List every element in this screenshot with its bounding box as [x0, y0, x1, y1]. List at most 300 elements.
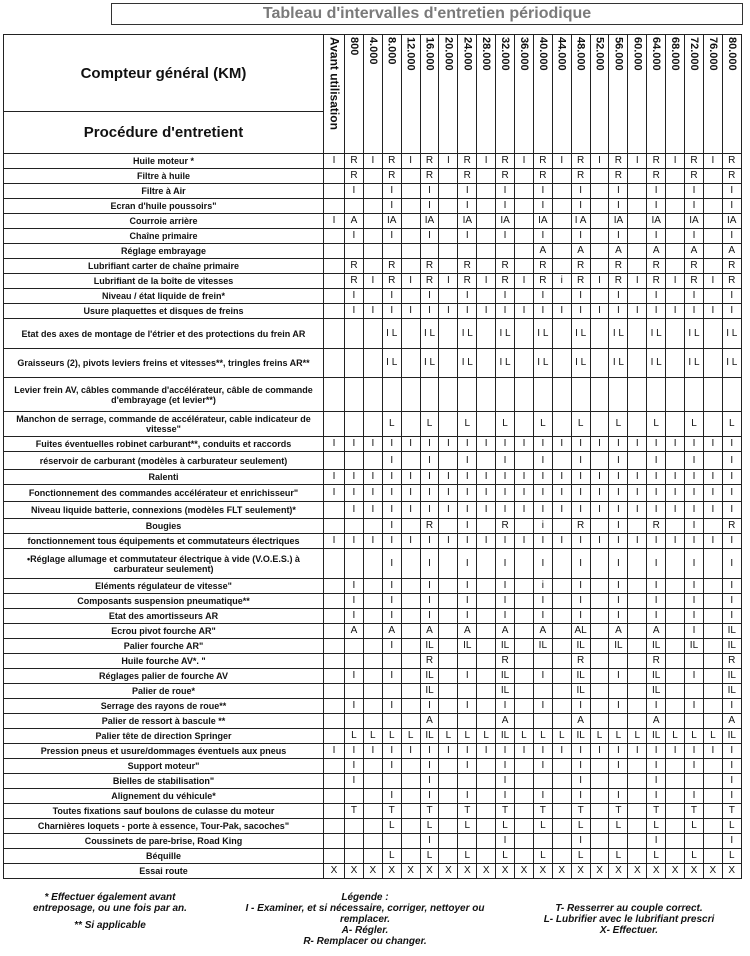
interval-cell: I	[345, 437, 364, 452]
interval-cell	[401, 452, 420, 470]
interval-cell	[666, 654, 685, 669]
interval-cell: I	[609, 502, 628, 519]
interval-cell: I	[552, 304, 571, 319]
interval-cell	[571, 378, 590, 412]
interval-cell	[666, 714, 685, 729]
interval-cell	[363, 624, 382, 639]
interval-cell: I	[477, 502, 496, 519]
interval-cell: L	[477, 729, 496, 744]
interval-cell	[363, 819, 382, 834]
interval-cell	[515, 229, 534, 244]
interval-cell	[628, 654, 647, 669]
interval-cell: A	[609, 624, 628, 639]
interval-cell	[552, 639, 571, 654]
interval-cell: I	[458, 485, 477, 502]
interval-cell: L	[685, 849, 704, 864]
interval-cell: X	[628, 864, 647, 879]
interval-cell	[552, 654, 571, 669]
interval-cell: I	[420, 789, 439, 804]
interval-cell	[382, 378, 401, 412]
interval-cell	[401, 714, 420, 729]
interval-cell: I	[647, 744, 666, 759]
interval-cell: I	[363, 154, 382, 169]
interval-cell: R	[382, 154, 401, 169]
interval-cell: IA	[533, 214, 552, 229]
interval-cell	[552, 699, 571, 714]
interval-cell	[324, 639, 345, 654]
interval-cell	[477, 594, 496, 609]
interval-cell	[628, 819, 647, 834]
interval-cell: X	[685, 864, 704, 879]
maintenance-table	[3, 34, 742, 879]
interval-cell: I	[552, 485, 571, 502]
interval-cell	[515, 639, 534, 654]
interval-cell: R	[345, 274, 364, 289]
interval-cell	[666, 289, 685, 304]
interval-cell: I	[382, 579, 401, 594]
interval-cell	[401, 349, 420, 378]
interval-cell: I	[685, 229, 704, 244]
interval-cell	[439, 834, 458, 849]
interval-cell: R	[533, 274, 552, 289]
interval-cell: IL	[496, 669, 515, 684]
column-header-km: 32.000	[496, 35, 515, 154]
interval-cell	[324, 502, 345, 519]
table-row	[4, 774, 742, 789]
interval-cell	[703, 819, 722, 834]
interval-cell: R	[722, 259, 741, 274]
interval-cell	[363, 834, 382, 849]
interval-cell	[439, 654, 458, 669]
interval-cell: A	[420, 714, 439, 729]
interval-cell: I	[439, 502, 458, 519]
interval-cell	[345, 378, 364, 412]
interval-cell: I	[609, 594, 628, 609]
interval-cell: R	[685, 154, 704, 169]
interval-cell: I	[477, 154, 496, 169]
interval-cell: T	[609, 804, 628, 819]
interval-cell: I	[345, 699, 364, 714]
interval-cell: I	[533, 502, 552, 519]
interval-cell	[628, 519, 647, 534]
interval-cell: I	[496, 549, 515, 579]
interval-cell: I	[552, 744, 571, 759]
column-header-km: 44.000	[552, 35, 571, 154]
interval-cell	[477, 654, 496, 669]
interval-cell	[628, 774, 647, 789]
interval-cell: I	[609, 609, 628, 624]
interval-cell: I	[420, 744, 439, 759]
interval-cell	[345, 199, 364, 214]
interval-cell	[345, 654, 364, 669]
interval-cell: I	[647, 470, 666, 485]
procedure-label: Essai route	[4, 864, 324, 879]
interval-cell	[363, 789, 382, 804]
interval-cell	[477, 849, 496, 864]
interval-cell: R	[722, 519, 741, 534]
column-header-km: 64.000	[647, 35, 666, 154]
interval-cell	[515, 849, 534, 864]
interval-cell: I	[439, 534, 458, 549]
interval-cell: I	[703, 534, 722, 549]
interval-cell: I	[533, 609, 552, 624]
interval-cell	[666, 699, 685, 714]
interval-cell	[401, 804, 420, 819]
interval-cell: I L	[420, 349, 439, 378]
interval-cell	[628, 579, 647, 594]
interval-cell: I	[685, 669, 704, 684]
interval-cell: X	[703, 864, 722, 879]
interval-cell: R	[345, 169, 364, 184]
table-row	[4, 804, 742, 819]
interval-cell: R	[685, 169, 704, 184]
interval-cell	[533, 714, 552, 729]
interval-cell	[458, 774, 477, 789]
procedure-label: Huile fourche AV*. "	[4, 654, 324, 669]
interval-cell: IL	[647, 669, 666, 684]
interval-cell	[496, 378, 515, 412]
interval-cell: I	[324, 214, 345, 229]
procedure-label: Levier frein AV, câbles commande d'accélérateur, câble de commande d'embrayage (et levier**)	[4, 378, 324, 412]
interval-cell	[401, 684, 420, 699]
interval-cell: I	[496, 744, 515, 759]
interval-cell	[363, 169, 382, 184]
interval-cell	[703, 624, 722, 639]
interval-cell	[590, 412, 609, 437]
interval-cell: I	[685, 304, 704, 319]
footnote-double-star: ** Si applicable	[74, 920, 146, 931]
interval-cell: I	[496, 184, 515, 199]
interval-cell: I	[345, 744, 364, 759]
interval-cell: X	[496, 864, 515, 879]
interval-cell	[590, 244, 609, 259]
interval-cell: A	[685, 244, 704, 259]
interval-cell: I	[401, 744, 420, 759]
interval-cell	[458, 834, 477, 849]
interval-cell	[703, 519, 722, 534]
interval-cell: I	[647, 452, 666, 470]
interval-cell: I	[458, 744, 477, 759]
interval-cell: I	[571, 502, 590, 519]
procedure-label: Pression pneus et usure/dommages éventuels aux pneus	[4, 744, 324, 759]
interval-cell: I	[533, 594, 552, 609]
interval-cell	[324, 684, 345, 699]
interval-cell: A	[533, 624, 552, 639]
interval-cell: I	[420, 452, 439, 470]
interval-cell: L	[647, 849, 666, 864]
interval-cell: L	[382, 849, 401, 864]
interval-cell: X	[324, 864, 345, 879]
interval-cell	[324, 699, 345, 714]
procedure-label: Béquille	[4, 849, 324, 864]
interval-cell	[477, 759, 496, 774]
interval-cell	[515, 549, 534, 579]
interval-cell: T	[571, 804, 590, 819]
interval-cell	[552, 549, 571, 579]
interval-cell	[515, 259, 534, 274]
interval-cell: I	[533, 437, 552, 452]
interval-cell	[401, 229, 420, 244]
interval-cell	[345, 349, 364, 378]
interval-cell: I	[477, 274, 496, 289]
interval-cell: I	[382, 519, 401, 534]
interval-cell: I	[533, 304, 552, 319]
interval-cell: I	[382, 639, 401, 654]
interval-cell	[666, 244, 685, 259]
interval-cell: I	[324, 437, 345, 452]
interval-cell: I	[703, 274, 722, 289]
interval-cell: X	[647, 864, 666, 879]
interval-cell	[515, 669, 534, 684]
interval-cell: R	[420, 519, 439, 534]
interval-cell: I	[324, 485, 345, 502]
interval-cell: X	[515, 864, 534, 879]
interval-cell: I	[647, 304, 666, 319]
interval-cell: IL	[571, 729, 590, 744]
interval-cell: I	[382, 759, 401, 774]
procedure-label: Usure plaquettes et disques de freins	[4, 304, 324, 319]
interval-cell	[609, 654, 628, 669]
table-row	[4, 470, 742, 485]
column-header-km: 76.000	[703, 35, 722, 154]
interval-cell: I	[666, 534, 685, 549]
interval-cell	[685, 834, 704, 849]
interval-cell: I	[703, 304, 722, 319]
interval-cell	[477, 452, 496, 470]
interval-cell	[496, 244, 515, 259]
interval-cell	[703, 699, 722, 714]
procedure-label: Serrage des rayons de roue**	[4, 699, 324, 714]
interval-cell: I	[458, 199, 477, 214]
interval-cell	[439, 849, 458, 864]
header-row	[4, 35, 742, 112]
interval-cell	[533, 654, 552, 669]
interval-cell: I L	[609, 319, 628, 349]
interval-cell: L	[703, 729, 722, 744]
interval-cell	[628, 289, 647, 304]
interval-cell	[324, 819, 345, 834]
interval-cell	[666, 349, 685, 378]
interval-cell: I	[420, 609, 439, 624]
interval-cell: I	[533, 470, 552, 485]
interval-cell	[666, 412, 685, 437]
interval-cell: A	[496, 714, 515, 729]
interval-cell	[363, 774, 382, 789]
interval-cell: I	[496, 789, 515, 804]
procedure-label: Manchon de serrage, commande de accélérateur, cable indicateur de vitesse"	[4, 412, 324, 437]
procedure-label: fonctionnement tous équipements et commutateurs électriques	[4, 534, 324, 549]
table-row	[4, 609, 742, 624]
interval-cell: I	[496, 699, 515, 714]
interval-cell	[609, 834, 628, 849]
interval-cell: i	[533, 579, 552, 594]
interval-cell: I	[628, 744, 647, 759]
interval-cell: I	[496, 229, 515, 244]
interval-cell	[552, 259, 571, 274]
interval-cell	[401, 378, 420, 412]
interval-cell: I	[363, 274, 382, 289]
interval-cell	[628, 609, 647, 624]
interval-cell: L	[458, 819, 477, 834]
interval-cell	[345, 819, 364, 834]
interval-cell: I	[571, 289, 590, 304]
interval-cell: X	[722, 864, 741, 879]
interval-cell	[590, 214, 609, 229]
interval-cell: I	[685, 502, 704, 519]
interval-cell: X	[458, 864, 477, 879]
interval-cell	[324, 244, 345, 259]
interval-cell: I	[666, 470, 685, 485]
interval-cell: IL	[722, 639, 741, 654]
interval-cell: I	[363, 534, 382, 549]
interval-cell	[477, 289, 496, 304]
interval-cell: T	[685, 804, 704, 819]
interval-cell	[628, 714, 647, 729]
interval-cell	[552, 819, 571, 834]
interval-cell: R	[722, 654, 741, 669]
interval-cell	[363, 519, 382, 534]
interval-cell: I	[458, 534, 477, 549]
interval-cell: IL	[571, 684, 590, 699]
interval-cell: I	[647, 549, 666, 579]
interval-cell: I	[496, 594, 515, 609]
interval-cell: I	[571, 789, 590, 804]
interval-cell	[363, 349, 382, 378]
interval-cell: X	[477, 864, 496, 879]
table-row	[4, 759, 742, 774]
interval-cell	[401, 609, 420, 624]
interval-cell: I	[533, 789, 552, 804]
interval-cell: R	[571, 154, 590, 169]
interval-cell	[703, 804, 722, 819]
interval-cell	[628, 789, 647, 804]
interval-cell	[401, 184, 420, 199]
interval-cell	[703, 654, 722, 669]
interval-cell	[515, 654, 534, 669]
interval-cell: L	[382, 729, 401, 744]
interval-cell	[590, 289, 609, 304]
interval-cell: I	[722, 759, 741, 774]
interval-cell	[666, 594, 685, 609]
interval-cell: IL	[571, 669, 590, 684]
interval-cell: X	[609, 864, 628, 879]
interval-cell: I	[420, 485, 439, 502]
interval-cell	[552, 378, 571, 412]
interval-cell	[382, 684, 401, 699]
interval-cell	[628, 452, 647, 470]
interval-cell	[628, 378, 647, 412]
procedure-label: Ralenti	[4, 470, 324, 485]
interval-cell: I	[571, 699, 590, 714]
interval-cell	[552, 849, 571, 864]
table-row	[4, 864, 742, 879]
interval-cell	[515, 789, 534, 804]
interval-cell	[590, 804, 609, 819]
interval-cell: T	[420, 804, 439, 819]
interval-cell	[458, 654, 477, 669]
interval-cell: I	[496, 485, 515, 502]
interval-cell: R	[647, 154, 666, 169]
interval-cell	[666, 639, 685, 654]
interval-cell: R	[420, 274, 439, 289]
interval-cell: I	[533, 452, 552, 470]
interval-cell: I	[685, 485, 704, 502]
interval-cell: I	[571, 609, 590, 624]
interval-cell	[666, 214, 685, 229]
interval-cell	[324, 184, 345, 199]
interval-cell	[628, 834, 647, 849]
interval-cell: I	[685, 289, 704, 304]
interval-cell: I	[477, 744, 496, 759]
column-header-km: 52.000	[590, 35, 609, 154]
interval-cell: I	[345, 485, 364, 502]
interval-cell	[628, 319, 647, 349]
interval-cell: IL	[496, 639, 515, 654]
interval-cell	[703, 759, 722, 774]
interval-cell	[439, 639, 458, 654]
interval-cell: I	[458, 759, 477, 774]
interval-cell	[345, 714, 364, 729]
interval-cell	[345, 789, 364, 804]
interval-cell	[324, 759, 345, 774]
interval-cell: R	[496, 519, 515, 534]
interval-cell	[324, 274, 345, 289]
interval-cell	[515, 169, 534, 184]
interval-cell: A	[647, 714, 666, 729]
interval-cell: R	[496, 154, 515, 169]
interval-cell	[477, 229, 496, 244]
interval-cell: I L	[722, 319, 741, 349]
interval-cell: I	[496, 452, 515, 470]
interval-cell: I	[647, 199, 666, 214]
interval-cell: I	[401, 470, 420, 485]
interval-cell: A	[496, 624, 515, 639]
interval-cell: X	[552, 864, 571, 879]
interval-cell: I	[609, 229, 628, 244]
interval-cell	[458, 378, 477, 412]
interval-cell	[477, 834, 496, 849]
interval-cell: I	[382, 437, 401, 452]
interval-cell	[666, 834, 685, 849]
interval-cell	[363, 199, 382, 214]
interval-cell: X	[533, 864, 552, 879]
interval-cell: I	[382, 184, 401, 199]
table-row	[4, 274, 742, 289]
table-row	[4, 669, 742, 684]
interval-cell: I	[496, 774, 515, 789]
interval-cell: I	[722, 229, 741, 244]
interval-cell: I	[609, 470, 628, 485]
table-row	[4, 154, 742, 169]
interval-cell: I	[666, 437, 685, 452]
interval-cell: I	[722, 289, 741, 304]
interval-cell: I	[590, 437, 609, 452]
procedure-label: Support moteur"	[4, 759, 324, 774]
interval-cell	[401, 519, 420, 534]
interval-cell: I	[458, 502, 477, 519]
table-row	[4, 699, 742, 714]
odometer-header: Compteur général (KM)	[4, 35, 324, 112]
interval-cell	[685, 654, 704, 669]
interval-cell: I	[647, 834, 666, 849]
interval-cell: I L	[685, 319, 704, 349]
interval-cell	[324, 804, 345, 819]
interval-cell	[515, 594, 534, 609]
interval-cell	[628, 699, 647, 714]
interval-cell	[515, 214, 534, 229]
interval-cell: R	[458, 154, 477, 169]
interval-cell: I	[590, 470, 609, 485]
